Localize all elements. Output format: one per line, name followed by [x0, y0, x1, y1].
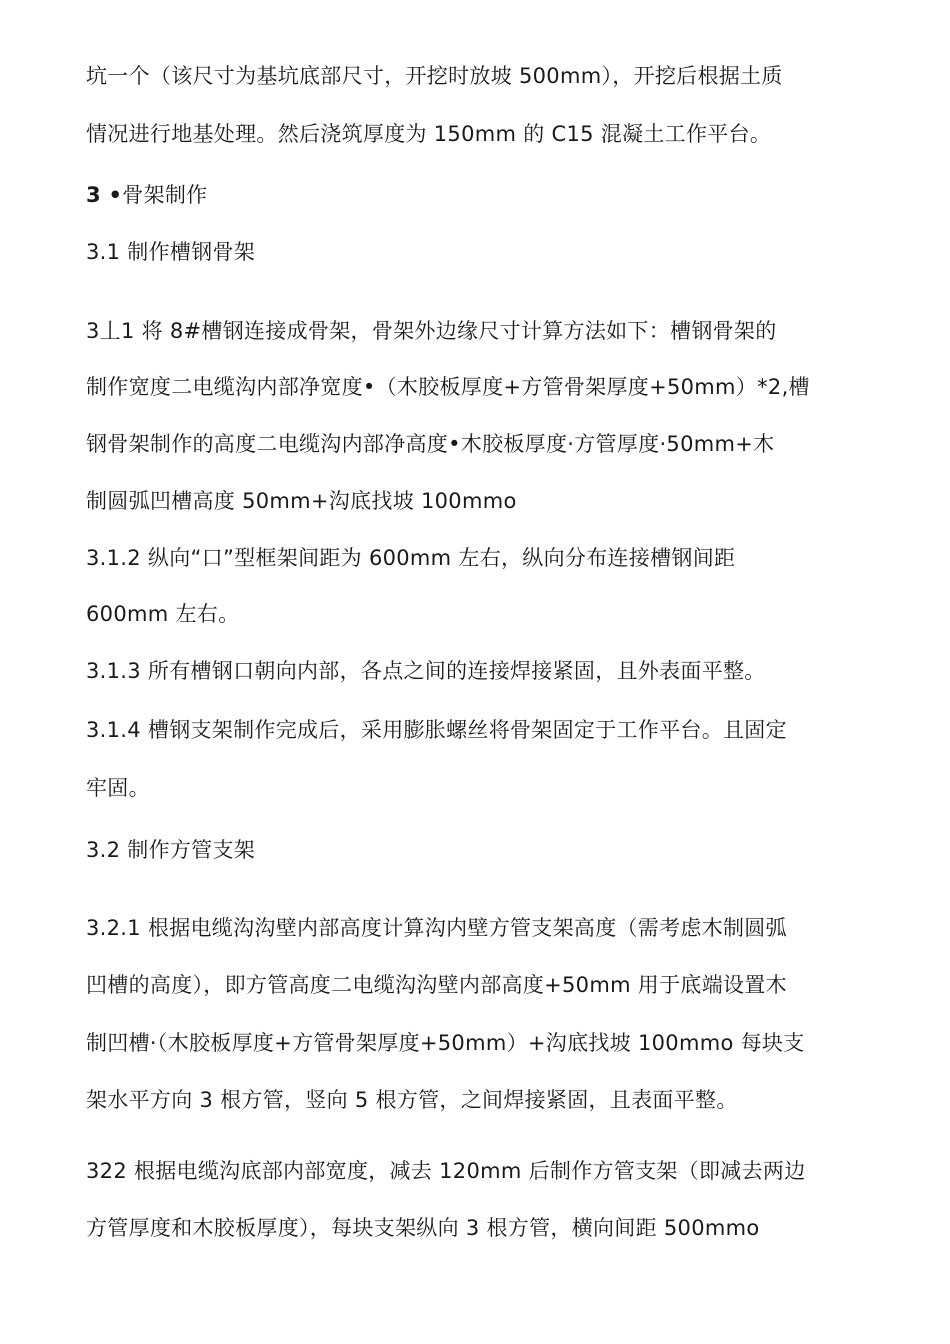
paragraph-line: 3丄1 将 8#槽钢连接成骨架，骨架外边缘尺寸计算方法如下：槽钢骨架的	[86, 319, 777, 343]
paragraph-line: 制凹槽·（木胶板厚度+方管骨架厚度+50mm）+沟底找坡 100mmo 每块支	[86, 1031, 805, 1055]
paragraph-line: 方管厚度和木胶板厚度），每块支架纵向 3 根方管，横向间距 500mmo	[86, 1216, 760, 1240]
paragraph-line: 600mm 左右。	[86, 602, 240, 626]
section-title: 骨架制作	[122, 183, 208, 207]
paragraph-line: 322 根据电缆沟底部内部宽度，减去 120mm 后制作方管支架（即减去两边	[86, 1159, 806, 1183]
paragraph-line: 3.1.4 槽钢支架制作完成后，采用膨胀螺丝将骨架固定于工作平台。且固定	[86, 718, 787, 742]
paragraph-line: 情况进行地基处理。然后浇筑厚度为 150mm 的 C15 混凝土工作平台。	[86, 122, 772, 146]
paragraph-line: 3.1.3 所有槽钢口朝向内部，各点之间的连接焊接紧固，且外表面平整。	[86, 659, 766, 683]
paragraph-line: 制圆弧凹槽高度 50mm+沟底找坡 100mmo	[86, 489, 517, 513]
paragraph-line: 钢骨架制作的高度二电缆沟内部净高度•木胶板厚度·方管厚度·50mm+木	[86, 432, 775, 456]
paragraph-line: 牢固。	[86, 776, 150, 800]
paragraph-line: 制作宽度二电缆沟内部净宽度•（木胶板厚度+方管骨架厚度+50mm）*2,槽	[86, 375, 810, 399]
paragraph-line: 坑一个（该尺寸为基坑底部尺寸，开挖时放坡 500mm），开挖后根据土质	[86, 64, 783, 88]
section-heading-3	[86, 181, 207, 209]
subsection-heading-3-2: 3.2 制作方管支架	[86, 838, 256, 862]
paragraph-line: 架水平方向 3 根方管，竖向 5 根方管，之间焊接紧固，且表面平整。	[86, 1088, 738, 1112]
section-number: 3 •	[86, 183, 123, 207]
paragraph-line: 凹槽的高度），即方管高度二电缆沟沟壁内部高度+50mm 用于底端设置木	[86, 973, 787, 997]
paragraph-line: 3.2.1 根据电缆沟沟壁内部高度计算沟内壁方管支架高度（需考虑木制圆弧	[86, 916, 787, 940]
paragraph-line: 3.1.2 纵向“口”型框架间距为 600mm 左右，纵向分布连接槽钢间距	[86, 546, 736, 570]
subsection-heading-3-1: 3.1 制作槽钢骨架	[86, 240, 256, 264]
